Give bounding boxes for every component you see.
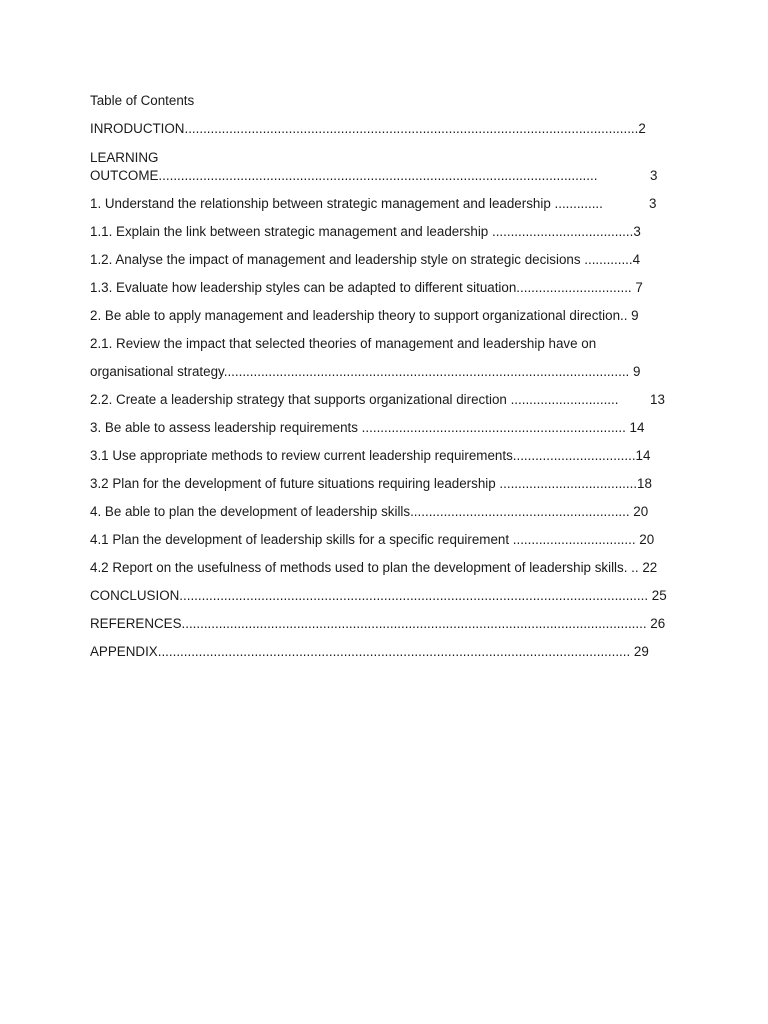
toc-title: Table of Contents [90,93,195,108]
toc-entry-1-3: 1.3. Evaluate how leadership styles can be adapted to different situation............................... 7 [90,280,643,295]
toc-entry-2-1-line2: organisational strategy............................................................................................................. 9 [90,364,641,379]
toc-entry-3: 3. Be able to assess leadership requirements ....................................................................... 14 [90,420,645,435]
toc-entry-2-1-line1: 2.1. Review the impact that selected theories of management and leadership have on [90,336,597,351]
toc-entry-learning-outcome-line2: OUTCOME...................................................................................................................... [90,168,598,183]
toc-entry-1-page: 3 [649,196,657,211]
toc-entry-2-2-page: 13 [650,392,665,407]
toc-entry-appendix: APPENDIX............................................................................................................................... 29 [90,644,649,659]
toc-entry-4-1: 4.1 Plan the development of leadership skills for a specific requirement ................................. 20 [90,532,655,547]
toc-entry-conclusion: CONCLUSION.............................................................................................................................. 25 [90,588,667,603]
toc-entry-4-2: 4.2 Report on the usefulness of methods used to plan the development of leadership skills. .. 22 [90,560,658,575]
toc-entry-4: 4. Be able to plan the development of leadership skills........................................................... 20 [90,504,649,519]
toc-entry-2: 2. Be able to apply management and leadership theory to support organizational direction.. 9 [90,308,639,323]
toc-entry-2-2: 2.2. Create a leadership strategy that supports organizational direction ............................. [90,392,619,407]
toc-entry-introduction: INRODUCTION..........................................................................................................................2 [90,121,646,136]
toc-entry-1-2: 1.2. Analyse the impact of management and leadership style on strategic decisions .............4 [90,252,641,267]
toc-entry-1-1: 1.1. Explain the link between strategic management and leadership ......................................3 [90,224,641,239]
toc-entry-1: 1. Understand the relationship between strategic management and leadership ............. [90,196,603,211]
toc-entry-3-2: 3.2 Plan for the development of future situations requiring leadership .....................................18 [90,476,652,491]
toc-entry-3-1: 3.1 Use appropriate methods to review current leadership requirements.................................14 [90,448,651,463]
toc-entry-references: REFERENCES............................................................................................................................. 26 [90,616,666,631]
toc-entry-learning-outcome-line1: LEARNING [90,150,159,165]
toc-entry-learning-outcome-page: 3 [650,168,658,183]
